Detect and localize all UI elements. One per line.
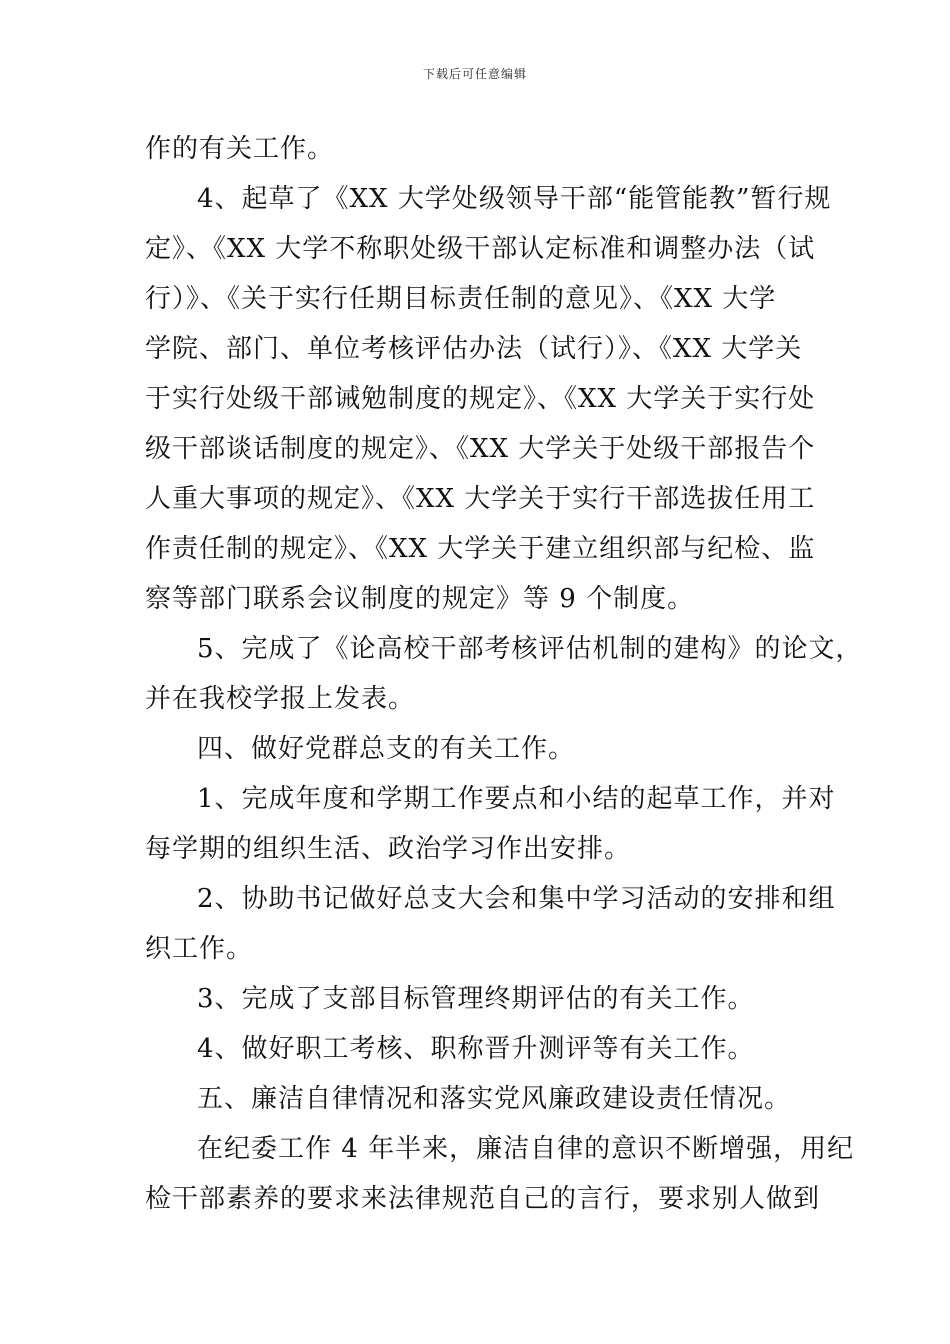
text-line: 于实行处级干部诫勉制度的规定》、《XX 大学关于实行处	[145, 384, 816, 414]
section-heading: 五、廉洁自律情况和落实党风廉政建设责任情况。	[197, 1084, 792, 1114]
text-line: 级干部谈话制度的规定》、《XX 大学关于处级干部报告个	[145, 434, 816, 464]
text-line: 检干部素养的要求来法律规范自己的言行，要求别人做到	[145, 1184, 821, 1214]
text-line: 学院、部门、单位考核评估办法（试行）》、《XX 大学关	[145, 334, 803, 364]
section-heading: 四、做好党群总支的有关工作。	[197, 734, 576, 764]
paragraph-start-line: 3、完成了支部目标管理终期评估的有关工作。	[197, 984, 755, 1014]
document-body	[145, 124, 863, 1224]
paragraph-start-line: 在纪委工作 4 年半来，廉洁自律的意识不断增强，用纪	[197, 1134, 855, 1164]
text-line: 并在我校学报上发表。	[145, 684, 416, 714]
text-line: 行）》、《关于实行任期目标责任制的意见》、《XX 大学	[145, 284, 777, 314]
text-line: 察等部门联系会议制度的规定》等 9 个制度。	[145, 584, 695, 614]
text-line: 每学期的组织生活、政治学习作出安排。	[145, 834, 632, 864]
text-line: 人重大事项的规定》、《XX 大学关于实行干部选拔任用工	[145, 484, 816, 514]
paragraph-start-line: 4、起草了《XX 大学处级领导干部“能管能教”暂行规	[197, 184, 832, 214]
paragraph-start-line: 2、协助书记做好总支大会和集中学习活动的安排和组	[197, 884, 836, 914]
page-header: 下载后可任意编辑	[422, 67, 527, 81]
paragraph-start-line: 4、做好职工考核、职称晋升测评等有关工作。	[197, 1034, 755, 1064]
paragraph-start-line: 5、完成了《论高校干部考核评估机制的建构》的论文，	[197, 634, 863, 664]
text-line: 定》、《XX 大学不称职处级干部认定标准和调整办法（试	[145, 234, 816, 264]
text-line: 作责任制的规定》、《XX 大学关于建立组织部与纪检、监	[145, 534, 816, 564]
text-line: 织工作。	[145, 934, 254, 964]
paragraph-start-line: 1、完成年度和学期工作要点和小结的起草工作，并对	[197, 784, 836, 814]
text-line: 作的有关工作。	[145, 134, 335, 164]
